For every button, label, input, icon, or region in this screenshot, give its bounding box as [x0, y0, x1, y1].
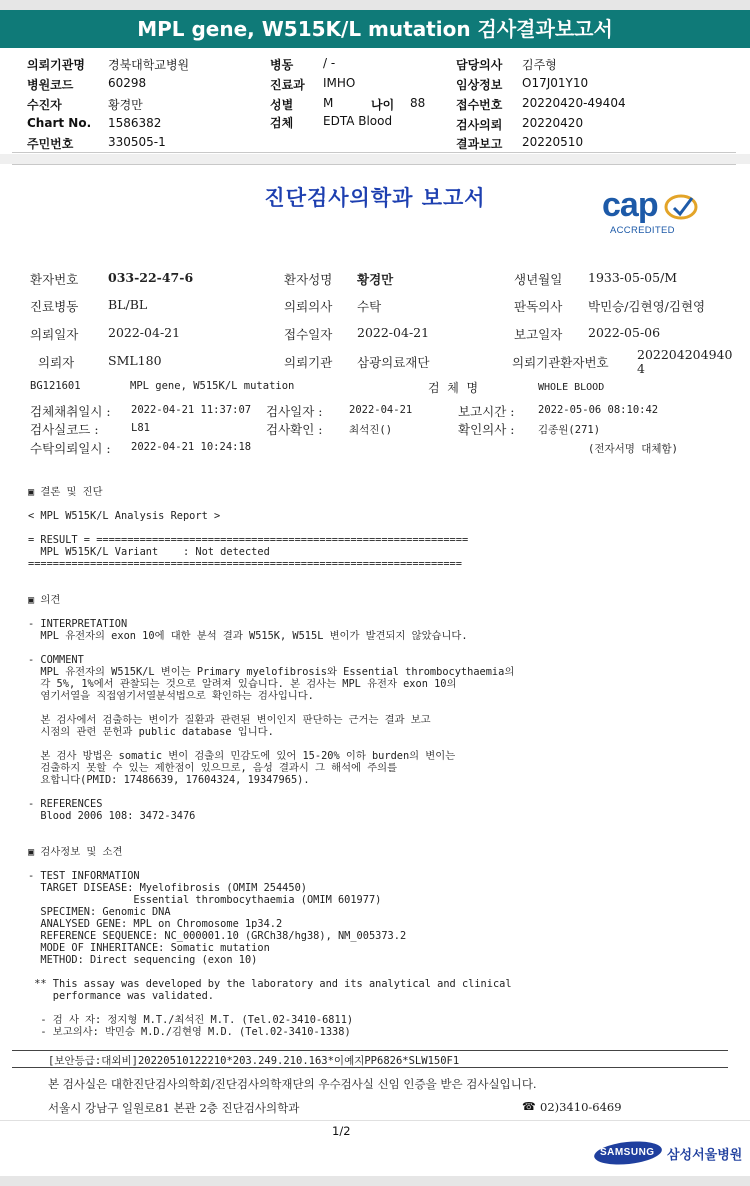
header-label: 병원코드	[27, 78, 74, 92]
report-line: - COMMENT	[28, 654, 84, 666]
document-title: MPL gene, W515K/L mutation 검사결과보고서	[0, 10, 750, 48]
header-value: 황경만	[108, 98, 143, 112]
report-line: 검출하지 못할 수 있는 제한점이 있으므로, 음성 결과시 그 해석에 주의를	[28, 762, 398, 774]
meta-label: 검사확인 :	[266, 422, 323, 437]
specimen-value: WHOLE BLOOD	[538, 382, 605, 393]
header-value: 60298	[108, 76, 147, 90]
cap-accredited-text: ACCREDITED	[610, 225, 675, 236]
header-label: 임상정보	[456, 78, 503, 92]
info-label: 판독의사	[514, 299, 563, 314]
info-value: 202204204940	[637, 347, 733, 362]
report-line: 요합니다(PMID: 17486639, 17604324, 19347965).	[28, 774, 310, 786]
report-line: 본 검사 방법은 somatic 변이 검출의 민감도에 있어 15-20% 이하 burden의 변이는	[28, 750, 456, 762]
certification-text: 본 검사실은 대한진단검사의학회/진단검사의학재단의 우수검사실 신임 인증을 받은 검사실입니다.	[48, 1077, 537, 1091]
test-name: MPL gene, W515K/L mutation	[130, 380, 295, 392]
meta-value: L81	[131, 422, 150, 434]
report-line: performance was validated.	[28, 990, 214, 1002]
report-line: MPL 유전자의 exon 10에 대한 분석 결과 W515K, W515L 변이가 발견되지 않았습니다.	[28, 630, 468, 642]
header-label: 검체	[270, 116, 294, 130]
age-value: 88	[410, 96, 426, 110]
info-label: 의뢰일자	[30, 327, 79, 342]
info-value: 수탁	[357, 299, 382, 314]
report-line: Essential thrombocythaemia (OMIM 601977)	[28, 894, 382, 906]
security-line: [보안등급:대외비]20220510122210*203.249.210.163*이예지PP6826*SLW150F1	[48, 1055, 460, 1067]
info-label: 의뢰자	[38, 355, 75, 370]
report-line: - INTERPRETATION	[28, 618, 128, 630]
meta-label: 보고시간 :	[458, 404, 515, 419]
report-line: < MPL W515K/L Analysis Report >	[28, 510, 221, 522]
header-value: EDTA Blood	[323, 114, 393, 128]
info-value: 033-22-47-6	[108, 270, 194, 285]
meta-value: 2022-05-06 08:10:42	[538, 404, 659, 416]
report-line: ▣ 의견	[28, 594, 61, 606]
info-value: 박민승/김현영/김현영	[588, 299, 706, 314]
info-value: 2022-05-06	[588, 325, 661, 340]
hospital-name: 삼성서울병원	[667, 1148, 743, 1163]
samsung-logo	[593, 1139, 663, 1168]
phone-number: 02)3410-6469	[540, 1100, 622, 1114]
meta-label: 검체채취일시 :	[30, 404, 111, 419]
report-line: METHOD: Direct sequencing (exon 10)	[28, 954, 258, 966]
report-line: ▣ 검사정보 및 소견	[28, 846, 123, 858]
info-label: 환자번호	[30, 272, 79, 287]
meta-value: 2022-04-21 11:37:07	[131, 404, 252, 416]
info-value: 2022-04-21	[108, 325, 181, 340]
header-value: 1586382	[108, 116, 162, 130]
report-line: ** This assay was developed by the laboratory and its analytical and clinical	[28, 978, 512, 990]
info-value: SML180	[108, 353, 162, 368]
meta-label: 확인의사 :	[458, 422, 515, 437]
footer-divider	[0, 1120, 750, 1121]
report-line: 본 검사에서 검출하는 변이가 질환과 관련된 변이인지 판단하는 근거는 결과 보고	[28, 714, 431, 726]
report-line: - 검 사 자: 정지형 M.T./최석진 M.T. (Tel.02-3410-6811)	[28, 1014, 354, 1026]
info-label: 의뢰기관	[284, 355, 333, 370]
meta-value: 2022-04-21	[349, 404, 413, 416]
header-label: 병동	[270, 58, 294, 72]
divider	[12, 164, 736, 165]
info-label: 생년월일	[514, 272, 563, 287]
report-line: - TEST INFORMATION	[28, 870, 140, 882]
report-line: = RESULT = ============================================================	[28, 534, 469, 546]
report-line: MODE OF INHERITANCE: Somatic mutation	[28, 942, 270, 954]
header-value: 330505-1	[108, 135, 166, 149]
test-code: BG121601	[30, 380, 81, 392]
report-line: - REFERENCES	[28, 798, 103, 810]
header-label: 담당의사	[456, 58, 503, 72]
report-line: ======================================================================	[28, 558, 462, 570]
header-label: 결과보고	[456, 137, 503, 151]
info-label: 보고일자	[514, 327, 563, 342]
meta-value: (전자서명 대체함)	[588, 443, 678, 455]
address-text: 서울시 강남구 일원로81 본관 2층 진단검사의학과	[48, 1101, 300, 1115]
info-label: 진료병동	[30, 299, 79, 314]
info-label: 의뢰기관환자번호	[512, 355, 609, 370]
info-value: 2022-04-21	[357, 325, 430, 340]
samsung-wordmark: SAMSUNG	[599, 1147, 655, 1159]
header-label: 진료과	[270, 78, 305, 92]
header-label: 수진자	[27, 98, 62, 112]
phone-icon: ☎	[522, 1100, 536, 1113]
info-value-cont: 4	[637, 361, 645, 376]
header-value: 김주형	[522, 58, 557, 72]
info-value: BL/BL	[108, 297, 148, 312]
info-value: 황경만	[357, 272, 394, 287]
meta-value: 김종원(271)	[538, 424, 601, 436]
header-value: M	[323, 96, 334, 110]
report-line: - 보고의사: 박민승 M.D./김현영 M.D. (Tel.02-3410-1338)	[28, 1026, 351, 1038]
bottom-margin	[0, 1176, 750, 1186]
meta-label: 수탁의뢰일시 :	[30, 441, 111, 456]
header-value: / -	[323, 56, 336, 70]
info-label: 의뢰의사	[284, 299, 333, 314]
meta-label: 검사일자 :	[266, 404, 323, 419]
header-value: 20220420	[522, 116, 584, 130]
info-label: 접수일자	[284, 327, 333, 342]
header-label: 성별	[270, 98, 294, 112]
report-line: 염기서열을 직접염기서열분석법으로 확인하는 검사입니다.	[28, 690, 314, 702]
report-line: Blood 2006 108: 3472-3476	[28, 810, 196, 822]
cap-logo-text: cap	[602, 186, 658, 224]
header-label: 접수번호	[456, 98, 503, 112]
page-number: 1/2	[332, 1124, 351, 1138]
meta-value: 최석진()	[349, 424, 393, 436]
report-line: MPL 유전자의 W515K/L 변이는 Primary myelofibrosis와 Essential thrombocythaemia의	[28, 666, 515, 678]
age-label: 나이	[371, 98, 395, 112]
report-line: 각 5%, 1%에서 관찰되는 것으로 알려져 있습니다. 본 검사는 MPL 유전자 exon 10의	[28, 678, 457, 690]
report-line: SPECIMEN: Genomic DNA	[28, 906, 171, 918]
report-line: ▣ 결론 및 진단	[28, 486, 103, 498]
report-line: MPL W515K/L Variant : Not detected	[28, 546, 270, 558]
header-value: 20220420-49404	[522, 96, 626, 110]
top-margin	[0, 0, 750, 10]
footer-divider	[12, 1050, 728, 1051]
header-value: 20220510	[522, 135, 584, 149]
info-value: 삼광의료재단	[357, 355, 430, 370]
footer-divider	[12, 1067, 728, 1068]
header-label: 의뢰기관명	[27, 58, 85, 72]
header-value: 경북대학교병원	[108, 58, 190, 72]
header-label: 검사의뢰	[456, 118, 503, 132]
cap-accredited-logo	[600, 186, 700, 240]
header-value: O17J01Y10	[522, 76, 589, 90]
report-title: 진단검사의학과 보고서	[264, 185, 486, 210]
header-label: Chart No.	[27, 116, 92, 130]
report-line: REFERENCE SEQUENCE: NC_000001.10 (GRCh38/hg38), NM_005373.2	[28, 930, 407, 942]
specimen-label: 검 체 명	[428, 381, 479, 395]
info-label: 환자성명	[284, 272, 333, 287]
section-gap	[0, 154, 750, 164]
header-value: IMHO	[323, 76, 356, 90]
report-line: 시점의 관련 문헌과 public database 입니다.	[28, 726, 274, 738]
header-label: 주민번호	[27, 137, 74, 151]
info-value: 1933-05-05/M	[588, 270, 678, 285]
meta-value: 2022-04-21 10:24:18	[131, 441, 252, 453]
cap-star-icon	[664, 192, 698, 222]
report-line: ANALYSED GENE: MPL on Chromosome 1p34.2	[28, 918, 283, 930]
report-line: TARGET DISEASE: Myelofibrosis (OMIM 254450)	[28, 882, 307, 894]
meta-label: 검사실코드 :	[30, 422, 99, 437]
divider	[12, 152, 736, 153]
